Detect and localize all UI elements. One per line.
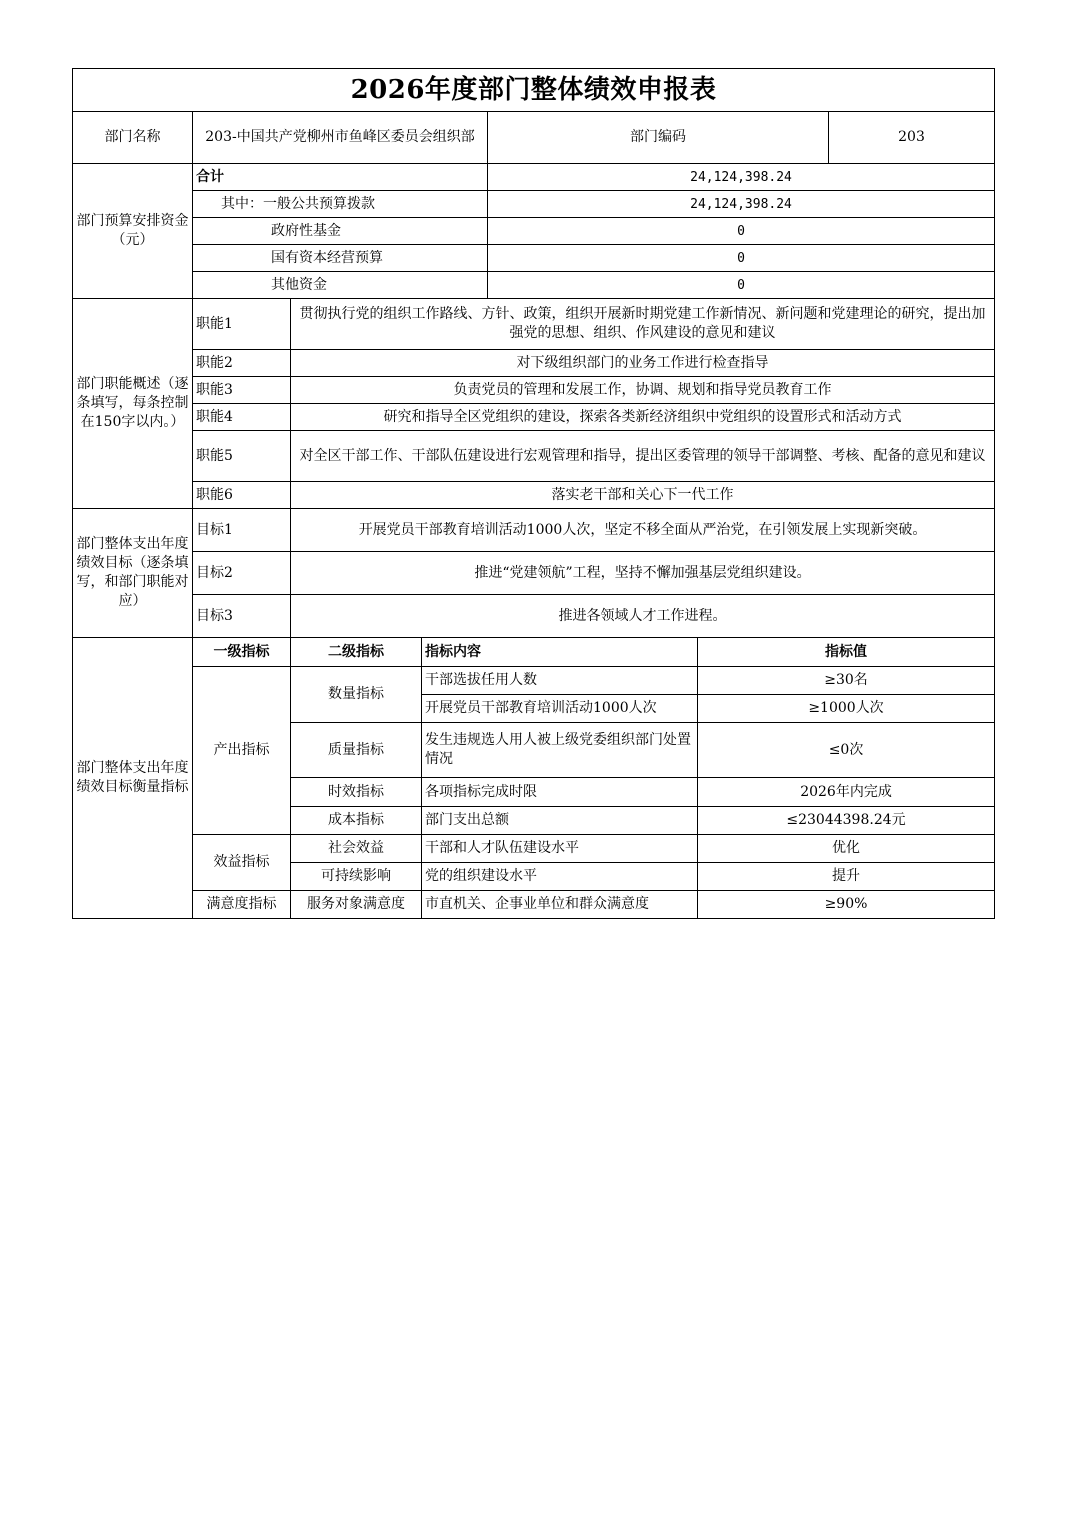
cost-value: ≤23044398.24元 <box>698 807 995 835</box>
satisfaction-indicator-label: 满意度指标 <box>193 891 291 919</box>
function-3-label: 职能3 <box>193 377 291 404</box>
header-level1: 一级指标 <box>193 638 291 667</box>
goal-2-label: 目标2 <box>193 552 291 595</box>
function-6-text: 落实老干部和关心下一代工作 <box>291 482 995 509</box>
function-3-text: 负责党员的管理和发展工作，协调、规划和指导党员教育工作 <box>291 377 995 404</box>
budget-label: 部门预算安排资金（元） <box>73 164 193 299</box>
indicators-label: 部门整体支出年度绩效目标衡量指标 <box>73 638 193 919</box>
timeliness-indicator-label: 时效指标 <box>291 778 422 807</box>
quality-content: 发生违规选人用人被上级党委组织部门处置情况 <box>422 723 698 778</box>
report-table <box>72 68 995 919</box>
benefit-indicator-label: 效益指标 <box>193 835 291 891</box>
function-2-label: 职能2 <box>193 350 291 377</box>
dept-name-label: 部门名称 <box>73 112 193 164</box>
quality-value: ≤0次 <box>698 723 995 778</box>
social-benefit-value: 优化 <box>698 835 995 863</box>
quantity-2-content: 开展党员干部教育培训活动1000人次 <box>422 695 698 723</box>
cost-content: 部门支出总额 <box>422 807 698 835</box>
timeliness-value: 2026年内完成 <box>698 778 995 807</box>
budget-total-value: 24,124,398.24 <box>488 164 995 191</box>
budget-other-value: 0 <box>488 272 995 299</box>
sustainable-impact-content: 党的组织建设水平 <box>422 863 698 891</box>
function-1-text: 贯彻执行党的组织工作路线、方针、政策，组织开展新时期党建工作新情况、新问题和党建理论的研究，提出加强党的思想、组织、作风建设的意见和建议 <box>291 299 995 350</box>
budget-state-capital-label: 国有资本经营预算 <box>193 245 488 272</box>
function-1-label: 职能1 <box>193 299 291 350</box>
function-5-label: 职能5 <box>193 431 291 482</box>
quantity-2-value: ≥1000人次 <box>698 695 995 723</box>
goal-3-label: 目标3 <box>193 595 291 638</box>
budget-state-capital-value: 0 <box>488 245 995 272</box>
budget-general-label: 其中：一般公共预算拨款 <box>193 191 488 218</box>
function-2-text: 对下级组织部门的业务工作进行检查指导 <box>291 350 995 377</box>
function-4-label: 职能4 <box>193 404 291 431</box>
dept-code-label: 部门编码 <box>488 112 829 164</box>
goal-2-text: 推进“党建领航”工程，坚持不懈加强基层党组织建设。 <box>291 552 995 595</box>
budget-general-value: 24,124,398.24 <box>488 191 995 218</box>
timeliness-content: 各项指标完成时限 <box>422 778 698 807</box>
output-indicator-label: 产出指标 <box>193 667 291 835</box>
budget-gov-fund-value: 0 <box>488 218 995 245</box>
page-title: 2026年度部门整体绩效申报表 <box>73 69 995 112</box>
satisfaction-content: 市直机关、企事业单位和群众满意度 <box>422 891 698 919</box>
sustainable-impact-value: 提升 <box>698 863 995 891</box>
cost-indicator-label: 成本指标 <box>291 807 422 835</box>
budget-other-label: 其他资金 <box>193 272 488 299</box>
goals-label: 部门整体支出年度绩效目标（逐条填写，和部门职能对应） <box>73 509 193 638</box>
dept-code-value: 203 <box>829 112 995 164</box>
quality-indicator-label: 质量指标 <box>291 723 422 778</box>
quantity-1-value: ≥30名 <box>698 667 995 695</box>
function-5-text: 对全区干部工作、干部队伍建设进行宏观管理和指导，提出区委管理的领导干部调整、考核、配备的意见和建议 <box>291 431 995 482</box>
dept-name-value: 203-中国共产党柳州市鱼峰区委员会组织部 <box>193 112 488 164</box>
budget-gov-fund-label: 政府性基金 <box>193 218 488 245</box>
goal-1-text: 开展党员干部教育培训活动1000人次，坚定不移全面从严治党，在引领发展上实现新突破。 <box>291 509 995 552</box>
goal-3-text: 推进各领域人才工作进程。 <box>291 595 995 638</box>
function-6-label: 职能6 <box>193 482 291 509</box>
sustainable-impact-label: 可持续影响 <box>291 863 422 891</box>
social-benefit-content: 干部和人才队伍建设水平 <box>422 835 698 863</box>
performance-report-sheet <box>72 68 994 919</box>
functions-label: 部门职能概述（逐条填写，每条控制在150字以内。） <box>73 299 193 509</box>
budget-total-label: 合计 <box>193 164 488 191</box>
header-value: 指标值 <box>698 638 995 667</box>
quantity-1-content: 干部选拔任用人数 <box>422 667 698 695</box>
goal-1-label: 目标1 <box>193 509 291 552</box>
header-content: 指标内容 <box>422 638 698 667</box>
social-benefit-label: 社会效益 <box>291 835 422 863</box>
quantity-indicator-label: 数量指标 <box>291 667 422 723</box>
service-satisfaction-label: 服务对象满意度 <box>291 891 422 919</box>
header-level2: 二级指标 <box>291 638 422 667</box>
satisfaction-value: ≥90% <box>698 891 995 919</box>
function-4-text: 研究和指导全区党组织的建设，探索各类新经济组织中党组织的设置形式和活动方式 <box>291 404 995 431</box>
